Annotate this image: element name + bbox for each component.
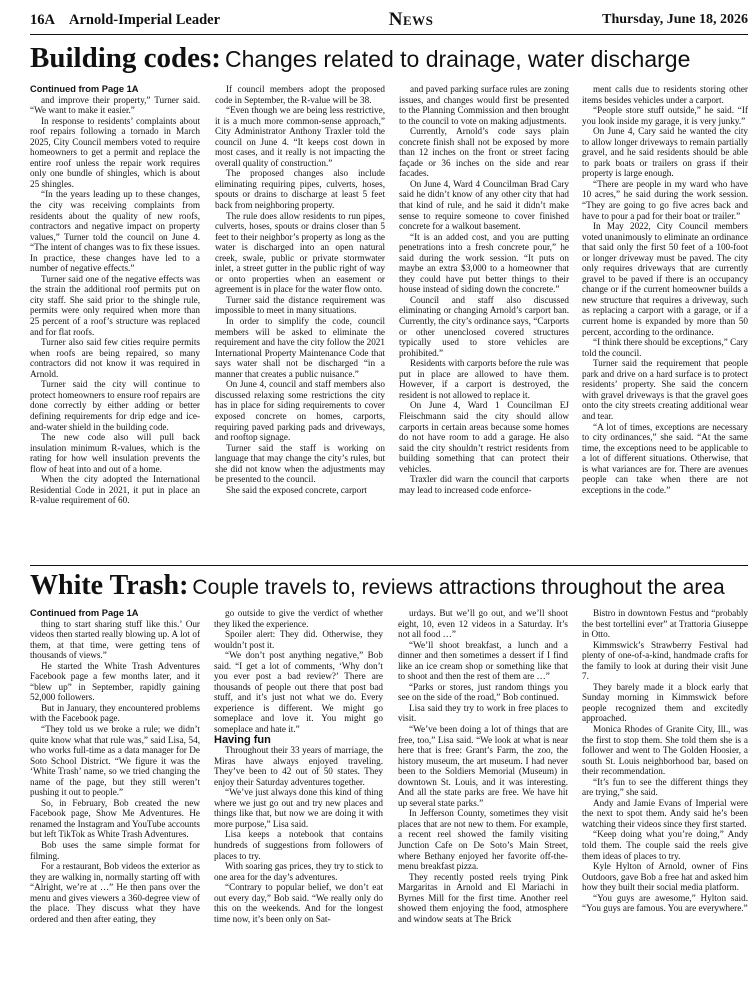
story1-body [30, 84, 748, 561]
paragraph: and improve their property,” Turner said. “We want to make it easier.” [30, 94, 200, 116]
paragraph: In response to residents’ complaints about roof repairs following a tornado in March 2025, City Council members voted to require homeowners to get a permit and replace the entire roof unless the repair work requires only one bundle of shingles, which is about 25 shingles. [30, 115, 200, 189]
paragraph: Turner said the staff is working on language that may change the city’s rules, but she did not know when the adjustments may be presented to the council. [215, 442, 385, 485]
paragraph: Currently, Arnold’s code says plain concrete finish shall not be exposed by more than 12 inches on the front or street facing façade or 36 inches on the side and rear facades. [399, 126, 569, 179]
paragraph: In May 2022, City Council members voted unanimously to eliminate an ordinance that said only the first 50 feet of a 100-foot or longer driveway must be paved. The city only requires driveways that are currently gravel to be paved if there is an occupancy change or if the current homeowner builds a new structure that requires a driveway, such as replacing a carport with a garage, or if a current home is expanded by more than 50 percent, according to the ordinance. [582, 221, 748, 337]
paragraph: go outside to give the verdict of whether they liked the experience. [214, 608, 383, 629]
paragraph: For a restaurant, Bob videos the exterior as they are walking in, normally starting off with “Alright, we’re at …” He then pans over the menu and gives viewers a 360-degree view of the place. They discuss what they have ordered and then after eating, they [30, 861, 200, 924]
subhead-having-fun: Having fun [214, 733, 271, 746]
story1-column-3 [399, 84, 569, 561]
paragraph: Lisa keeps a notebook that contains hundreds of suggestions from followers of places to try. [214, 829, 383, 861]
paragraph: “There are people in my ward who have 10 acres,” he said during the work session. “They are going to go five acres back and have to pour a pad for their boat or trailer.” [582, 178, 748, 221]
story2-headline [30, 567, 748, 605]
paragraph: Turner said one of the negative effects was the strain the additional roof permits put on city staff. She said prior to the shingle rule, permits were only required when more than 25 percent of a roof’s structure was replaced and for flat roofs. [30, 273, 200, 337]
paragraph: So, in February, Bob created the new Facebook page, Show Me Adventures. He renamed the Instagram and YouTube accounts but left TikTok as White Trash Adventures. [30, 797, 200, 840]
paragraph: But in January, they encountered problems with the Facebook page. [30, 702, 200, 724]
story2-column-2 [214, 608, 383, 980]
story2-column-3 [398, 608, 568, 980]
paragraph: On June 4, council and staff members also discussed relaxing some restrictions the city has in place for siding requirements to cover exposed concrete on homes, carports, requiring paved parking pads and driveways, and rooftop signage. [215, 379, 385, 443]
continued-line: Continued from Page 1A [30, 608, 139, 618]
paragraph: If council members adopt the proposed code in September, the R-value will be 38. [215, 84, 385, 105]
paragraph: “We don’t post anything negative,” Bob said. “I get a lot of comments, ‘Why don’t you ever post a bad review?’ There are thousands of people out there that post bad stuff, and it’s just not what we do. Every experience is different. We might go someplace and love it. You might go someplace and hate it.” [214, 650, 383, 735]
paragraph: Lisa said they try to work in free places to visit. [398, 702, 568, 724]
paragraph: Monica Rhodes of Granite City, Ill., was the first to stop them. She told them she is a follower and went to The Golden Hoosier, a south St. Louis neighborhood bar, based on their recommendation. [582, 724, 748, 777]
paragraph: “Even though we are being less restrictive, it is a much more common-sense approach,” City Administrator Anthony Traxler told the council on June 4. “It keeps cost down in most cases, and it really is not impacting the overall quality of construction.” [215, 105, 385, 168]
paragraph: “In the years leading up to these changes, the city was receiving complaints from residents about the quality of new roofs, contractors and negative impact on property values,” Turner told the council on June 4. “The intent of changes was to fix these issues. In practice, these changes have led to a number of negative effects.” [30, 189, 200, 274]
paragraph: thing to start sharing stuff like this.’ Our videos then started really blowing up. A lot of them, at that time, were getting tens of thousands of views.” [30, 618, 200, 661]
paragraph: Turner said the requirement that people park and drive on a hard surface is to protect residents’ property. She said the concern with gravel driveways is that the gravel goes onto the city streets creating additional wear and tear. [582, 358, 748, 421]
paragraph: Residents with carports before the rule was put in place are allowed to have them. However, if a carport is destroyed, the resident is not allowed to replace it. [399, 358, 569, 400]
paragraph: Andy and Jamie Evans of Imperial were the next to spot them. Andy said he’s been watching their videos since they first started. [582, 797, 748, 829]
story1-column-4 [582, 84, 748, 561]
paragraph: They barely made it a block early that Sunday morning in Kimmswick before people recognized them and excitedly approached. [582, 681, 748, 724]
paragraph: urdays. But we’ll go out, and we’ll shoot eight, 10, even 12 videos in a Saturday. It’s not all food …” [398, 608, 568, 640]
story-divider [30, 565, 748, 566]
paragraph: “Parks or stores, just random things you see on the side of the road,” Bob continued. [398, 681, 568, 703]
paragraph: “It is an added cost, and you are putting penetrations into a fresh concrete pour,” he said during the work session. “It puts on maybe an extra $3,000 to a homeowner that they could have put better things to their house instead of siding down the concrete.” [399, 231, 569, 295]
story1-column-2 [215, 84, 385, 561]
story2-deck: Couple travels to, reviews attractions throughout the area [192, 576, 725, 599]
paragraph: Bob uses the same simple format for filming. [30, 840, 200, 861]
paragraph: “Keep doing what you’re doing,” Andy told them. The couple said the reels give them ideas of places to try. [582, 829, 748, 861]
story1-headline [30, 38, 748, 78]
paragraph: In order to simplify the code, council members will be asked to eliminate the requirement and have the city follow the 2021 International Property Maintenance Code that says water shall not be discharged “in a manner that creates a public nuisance.” [215, 316, 385, 379]
paragraph: ment calls due to residents storing other items besides vehicles under a carport. [582, 84, 748, 105]
paragraph: On June 4, Ward 1 Councilman EJ Fleischmann said the city should allow carports in certain areas because some homes do not have room to add a garage. He also said the city shouldn’t restrict residents from building something that can protect their vehicles. [399, 400, 569, 474]
paragraph: “We’ll shoot breakfast, a lunch and a dinner and then sometimes a dessert if I find like an ice cream shop or something like that to shoot and then the rest of them are …” [398, 639, 568, 682]
story1-kicker: Building codes: [30, 42, 221, 74]
story2-kicker: White Trash: [30, 570, 189, 601]
paragraph: “I think there should be exceptions,” Cary told the council. [582, 337, 748, 358]
page-number: 16A [30, 11, 55, 28]
section-name: News [388, 9, 434, 30]
story2-column-1 [30, 608, 200, 980]
paragraph: In Jefferson County, sometimes they visit places that are not new to them. For example, a recent reel showed the family visiting Junction Cafe on De Soto’s Main Street, where Bethany enjoyed her favorite off-the-menu breakfast pizza. [398, 808, 568, 872]
continued-line: Continued from Page 1A [30, 84, 139, 94]
paragraph: Turner said the city will continue to protect homeowners to ensure roof repairs are done correctly by either adding or better defining requirements for drip edge and ice-and-water shield in the building code. [30, 379, 200, 432]
story2-column-4 [582, 608, 748, 980]
story1-column-1 [30, 84, 200, 561]
issue-date: Thursday, June 18, 2026 [602, 12, 748, 27]
paragraph: The rule does allow residents to run pipes, culverts, hoses, spouts or drains closer than 5 feet to their neighbor’s property as long as the water is discharged into an open natural creek, swale, public or private stormwater inlet, a street gutter in the public right of way or onto properties when an easement or agreement is in place for the water flow onto. [215, 210, 385, 295]
paragraph: She said the exposed concrete, carport [226, 484, 367, 495]
paragraph: The new code also will pull back insulation minimum R-values, which is the rating for how well insulation prevents the flow of heat into and out of a home. [30, 432, 200, 474]
paragraph: “Contrary to popular belief, we don’t eat out every day,” Bob said. “We really only do this on the weekends. And for the longest time now, it’s been only on Sat- [214, 882, 383, 924]
paragraph: Kimmswick’s Strawberry Festival had plenty of one-of-a-kind, handmade crafts for the family to look at during their visit June 7. [582, 639, 748, 682]
paragraph: He started the White Trash Adventures Facebook page a few months later, and it “blew up” in September, rapidly gaining 52,000 followers. [30, 660, 200, 703]
story2-body [30, 608, 748, 980]
paragraph: and paved parking surface rules are zoning issues, and changes would first be presented to the Planning Commission and then brought to the council to vote on making adjustments. [399, 84, 569, 126]
paragraph: Spoiler alert: They did. Otherwise, they wouldn’t post it. [214, 629, 383, 650]
paragraph: “You guys are awesome,” Hylton said. “You guys are famous. You are everywhere.” [582, 892, 748, 914]
folio [30, 8, 748, 32]
folio-rule [30, 34, 748, 35]
paragraph: They recently posted reels trying Pink Margaritas in Arnold and El Mariachi in Byrnes Mill for the first time. Another reel showed them enjoying the food, atmosphere and window seats at The Brick [398, 871, 568, 924]
paragraph: Traxler did warn the council that carports may lead to increased code enforce- [399, 474, 569, 495]
paragraph: When the city adopted the International Residential Code in 2021, it put in place an R-value requirement of 60. [30, 474, 200, 506]
paper-name: Arnold-Imperial Leader [68, 11, 221, 28]
paragraph: “A lot of times, exceptions are necessary to city ordinances,” she said. “At the same time, the exceptions need to be applicable to a lot of different situations. Otherwise, that is what variances are for. There are avenues people can take when there are not exceptions in the code.” [582, 421, 748, 495]
paragraph: “They told us we broke a rule; we didn’t quite know what that rule was,” said Lisa, 54, who works full-time as a data manager for De Soto School District. “We figure it was the ‘White Trash’ name, so we tried changing the name of the page, but they still weren’t pushing it out to people.” [30, 724, 200, 798]
folio-left [30, 12, 220, 29]
paragraph: On June 4, Ward 4 Councilman Brad Cary said he didn’t know of any other city that had that kind of rule, and he said it didn’t make sense to require someone to cover finished concrete for a walkout basement. [399, 178, 569, 232]
paragraph: “It’s fun to see the different things they are trying,” she said. [582, 776, 748, 798]
paragraph: The proposed changes also include eliminating requiring pipes, culverts, hoses, spouts or drains to discharge at least 5 feet back from neighboring property. [215, 168, 385, 211]
paragraph: On June 4, Cary said he wanted the city to allow longer driveways to remain partially gravel, and he said residents should be able to park boats or trailers on grass if their property is large enough. [582, 126, 748, 179]
paragraph: Bistro in downtown Festus and “probably the best tortellini ever” at Trattoria Giuseppe in Otto. [582, 608, 748, 640]
paragraph: Throughout their 33 years of marriage, the Miras have always enjoyed traveling. They’ve been to 42 out of 50 states. They enjoy their Saturday adventures together. [214, 745, 383, 787]
story1-deck: Changes related to drainage, water discharge [224, 46, 691, 72]
paragraph: With soaring gas prices, they try to stick to one area for the day’s adventures. [214, 861, 383, 882]
paragraph: “We’ve been doing a lot of things that are free, too,” Lisa said. “We look at what is near here that is free: Grant’s Farm, the zoo, the history museum, the art museum. I had never been to the Soldiers Memorial (Museum) in downtown St. Louis, and it was interesting. And all the state parks are free. We have hit up several state parks.” [398, 724, 568, 808]
paragraph: Turner said the distance requirement was impossible to meet in many situations. [215, 294, 385, 316]
paragraph: “We’ve just always done this kind of thing where we just go out and try new places and things like that, but now we are doing it with more purpose,” Lisa said. [214, 787, 383, 829]
paragraph: Kyle Hylton of Arnold, owner of Fins Outdoors, gave Bob a free hat and asked him how they built their social media platform. [582, 861, 748, 893]
paragraph: “People store stuff outside,” he said. “If you look inside my garage, it is very junky.” [582, 105, 748, 126]
paragraph: Council and staff also discussed eliminating or changing Arnold’s carport ban. Currently, the city’s ordinance says, “Carports or other unenclosed covered structures typically used to store vehicles are prohibited.” [399, 294, 569, 358]
paragraph: Turner also said few cities require permits when roofs are being repaired, so many contractors did not know it was required in Arnold. [30, 337, 200, 379]
